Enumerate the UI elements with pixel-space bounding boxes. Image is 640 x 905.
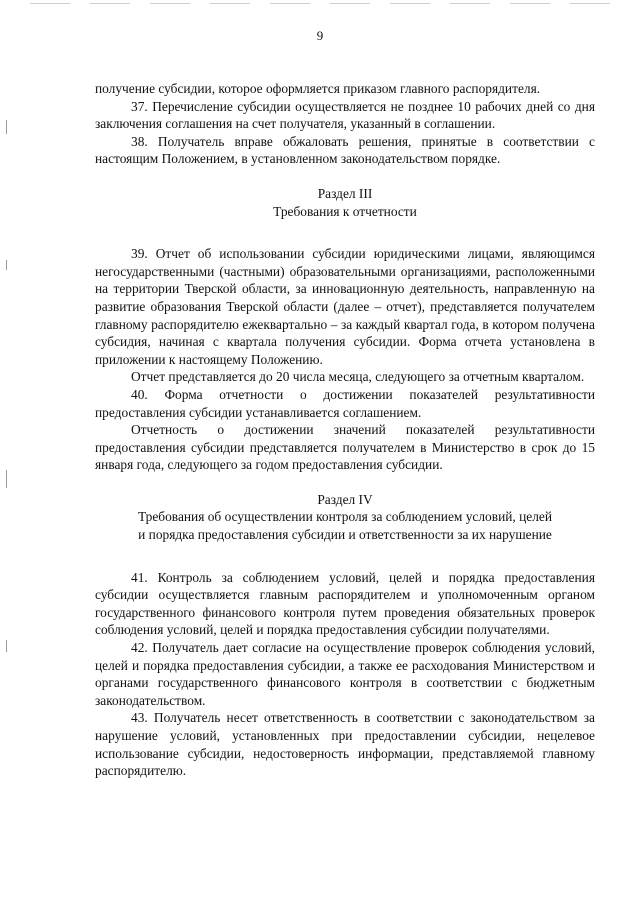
paragraph-43: 43. Получатель несет ответственность в соответствии с законодательством за нарушение условий, установленных при предоставлении субсидии, нецелевое использование субсидии, недостоверность информации, представляемой главному распорядителю. <box>95 710 595 779</box>
scan-margin-mark <box>6 470 7 488</box>
document-body <box>95 80 595 780</box>
section-4-title-line1: Требования об осуществлении контроля за соблюдением условий, целей <box>137 509 553 525</box>
scan-margin-mark <box>6 120 7 134</box>
section-3-title: Требования к отчетности <box>273 203 417 219</box>
paragraph-continuation: получение субсидии, которое оформляется приказом главного распорядителя. <box>95 81 541 96</box>
paragraph-42: 42. Получатель дает согласие на осуществление проверок соблюдения условий, целей и порядка предоставления субсидии, а также ее расходования Министерством и органами государственного финансового контроля в соответствии с бюджетным законодательством. <box>95 640 595 708</box>
scan-margin-mark <box>6 640 7 652</box>
paragraph-39-deadline: Отчет представляется до 20 числа месяца, следующего за отчетным кварталом. <box>131 369 585 385</box>
section-3-number: Раздел III <box>317 185 373 201</box>
section-4-title-line2: и порядка предоставления субсидии и ответственности за их нарушение <box>138 527 552 543</box>
paragraph-38: 38. Получатель вправе обжаловать решения, принятые в соответствии с настоящим Положением, в установленном законодательством порядке. <box>95 133 595 167</box>
section-4-number: Раздел IV <box>317 491 373 507</box>
paragraph-40: 40. Форма отчетности о достижении показателей результативности предоставления субсидии устанавливается соглашением. <box>95 386 595 420</box>
paragraph-41: 41. Контроль за соблюдением условий, целей и порядка предоставления субсидии осуществляется главным распорядителем и уполномоченным органом государственного финансового контроля путем проведения обязательных проверок соблюдения условий, целей и порядка предоставления субсидии получателями. <box>95 569 595 638</box>
paragraph-40-reporting: Отчетность о достижении значений показателей результативности предоставления субсидии представляется получателем в Министерство в срок до 15 января года, следующего за годом предоставления субсидии. <box>95 422 595 473</box>
scan-edge <box>30 3 610 4</box>
page-number: 9 <box>316 28 324 43</box>
scan-margin-mark <box>6 260 7 270</box>
paragraph-39: 39. Отчет об использовании субсидии юридическими лицами, являющимся негосударственными (частными) образовательными организациями, расположенными на территории Тверской области, за инновационную деятельность, направленную на развитие образования Тверской области (далее – отчет), представляется получателем главному распорядителю ежеквартально – за каждый квартал года, в котором получена субсидия, начиная с квартала получения субсидии. Форма отчета установлена в приложении к настоящему Положению. <box>95 246 595 367</box>
paragraph-37: 37. Перечисление субсидии осуществляется не позднее 10 рабочих дней со дня заключения соглашения на счет получателя, указанный в соглашении. <box>95 98 595 132</box>
